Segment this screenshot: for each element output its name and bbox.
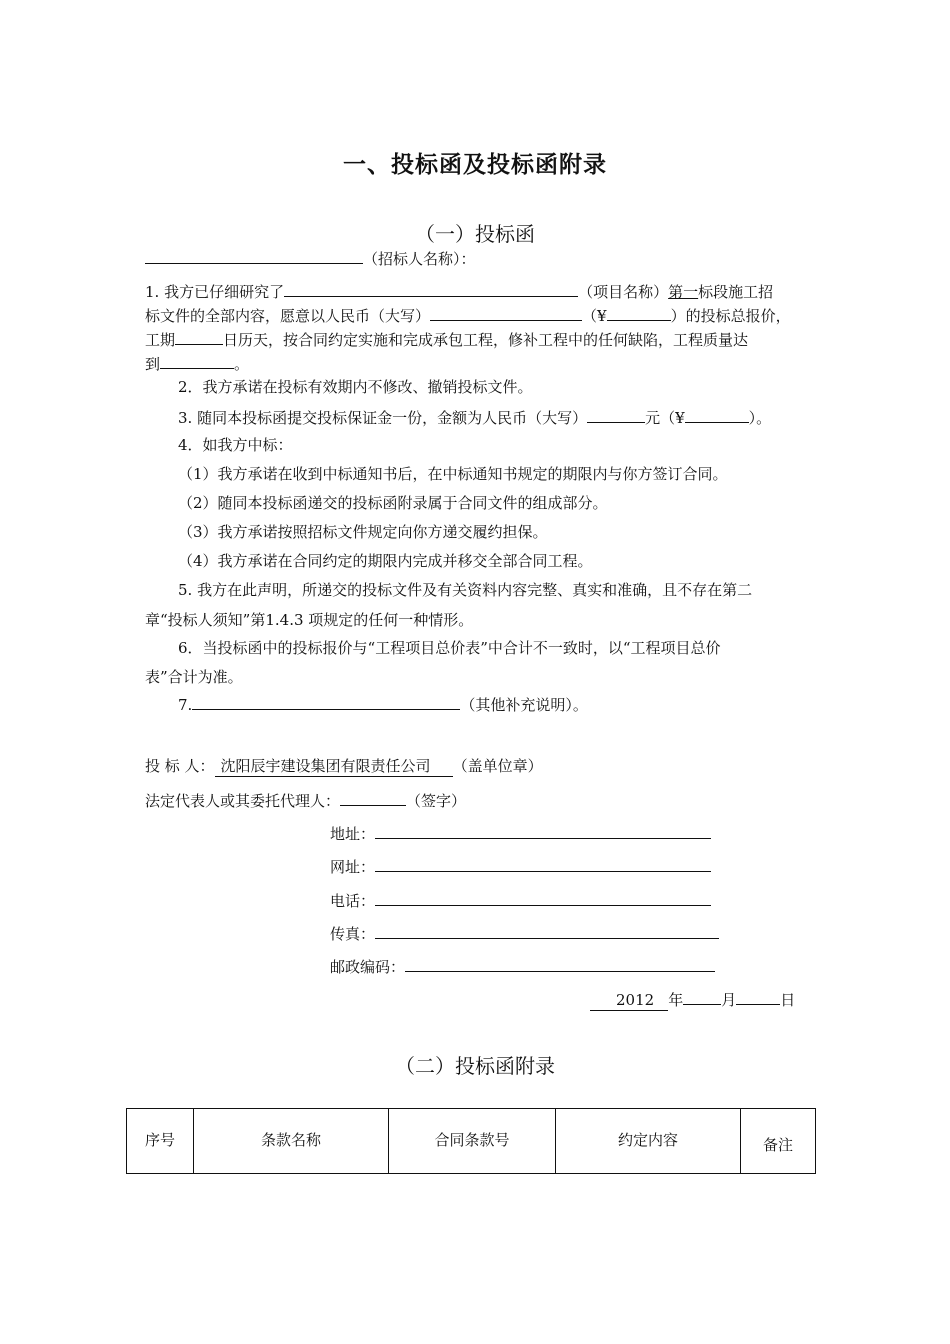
duration-blank[interactable] [175,327,223,345]
fax-blank[interactable] [375,921,719,939]
other-notes-blank[interactable] [192,692,460,710]
date-line: 2012 年 月 日 [590,987,795,1010]
address-blank[interactable] [375,821,711,839]
project-name-blank[interactable] [284,279,578,297]
price-words-blank[interactable] [430,303,582,321]
appendix-table [126,1108,816,1174]
header-cell-remark: 备注 [741,1109,816,1174]
date-year: 2012 [590,991,668,1011]
para-6-line-1: 6．当投标函中的投标报价与“工程项目总价表”中合计不一致时，以“工程项目总价 [178,639,721,657]
header-cell-clause-name: 条款名称 [194,1109,389,1174]
para-2: 2．我方承诺在投标有效期内不修改、撤销投标文件。 [178,378,533,396]
para-4-1: （1）我方承诺在收到中标通知书后，在中标通知书规定的期限内与你方签订合同。 [178,465,728,483]
website-line: 网址： [330,854,711,877]
bond-figure-blank[interactable] [685,405,749,423]
para-5-line-2: 章“投标人须知”第1.4.3 项规定的任何一种情形。 [145,611,474,629]
address-line: 地址： [330,821,711,844]
header-cell-content: 约定内容 [556,1109,741,1174]
phone-line: 电话： [330,888,711,911]
para-4-4: （4）我方承诺在合同约定的期限内完成并移交全部合同工程。 [178,552,593,570]
document-title: 一、投标函及投标函附录 [343,152,607,178]
representative-line: 法定代表人或其委托代理人： （签字） [145,788,466,813]
postcode-line: 邮政编码： [330,954,715,977]
bidder-name: 沈阳辰宇建设集团有限责任公司 [215,757,453,777]
header-cell-clause-no: 合同条款号 [389,1109,556,1174]
quality-blank[interactable] [160,351,234,369]
recipient-blank[interactable] [145,246,363,264]
recipient-line: （招标人名称）： [145,246,476,271]
section-title-appendix: （二）投标函附录 [395,1054,555,1078]
price-figure-blank[interactable] [607,303,671,321]
table-header-row [127,1109,816,1174]
section-title-bid-letter: （一）投标函 [415,222,535,246]
para-7: 7. （其他补充说明）。 [178,692,588,715]
postcode-blank[interactable] [405,954,715,972]
para-4: 4．如我方中标： [178,436,293,454]
date-month-blank[interactable] [683,987,721,1005]
para-4-2: （2）随同本投标函递交的投标函附录属于合同文件的组成部分。 [178,494,608,512]
para-6-line-2: 表”合计为准。 [145,668,243,686]
para-1-line-1: 1. 我方已仔细研究了 （项目名称）第一标段施工招 [145,279,773,304]
phone-blank[interactable] [375,888,711,906]
bond-words-blank[interactable] [587,405,645,423]
fax-line: 传真： [330,921,719,944]
para-5-line-1: 5. 我方在此声明，所递交的投标文件及有关资料内容完整、真实和准确，且不存在第二 [178,581,753,599]
signature-blank[interactable] [340,788,406,806]
para-4-3: （3）我方承诺按照招标文件规定向你方递交履约担保。 [178,523,548,541]
para-3: 3. 随同本投标函提交投标保证金一份，金额为人民币（大写） 元（¥ ）。 [178,405,771,428]
website-blank[interactable] [375,854,711,872]
date-day-blank[interactable] [736,987,780,1005]
para-1-line-2: 标文件的全部内容，愿意以人民币（大写） （¥ ）的投标总报价， [145,303,791,328]
para-1-line-4: 到 。 [145,351,249,376]
bidder-line: 投 标 人： 沈阳辰宇建设集团有限责任公司 （盖单位章） [145,757,543,775]
header-cell-no: 序号 [127,1109,194,1174]
para-1-line-3: 工期 日历天，按合同约定实施和完成承包工程，修补工程中的任何缺陷，工程质量达 [145,327,748,352]
